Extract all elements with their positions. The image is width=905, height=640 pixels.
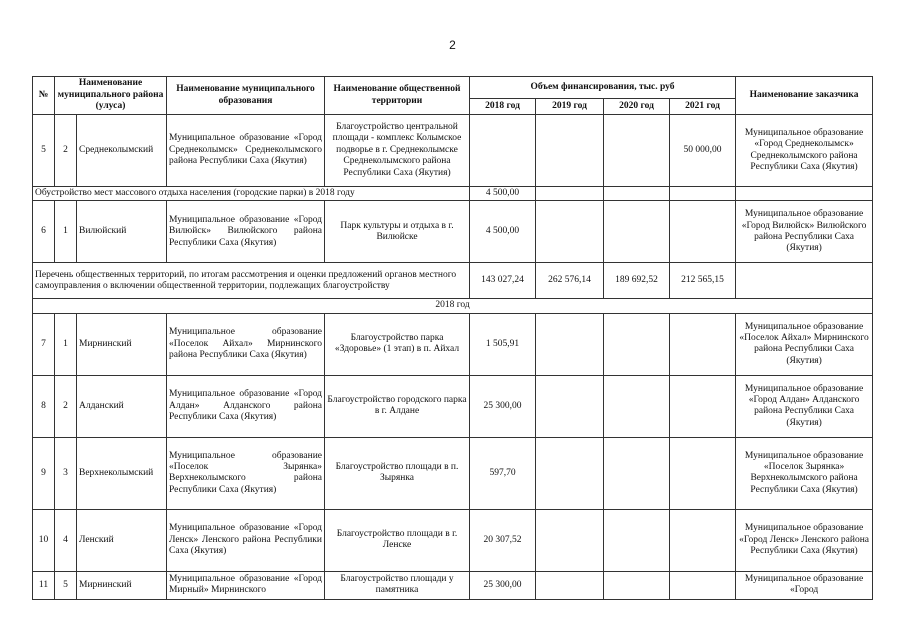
section-2020: 189 692,52: [604, 263, 670, 299]
row-territory: Благоустройство центральной площади - комплекс Колымское подворье в г. Среднеколымске Среднеколымского района Республики Саха (Якутия): [325, 115, 470, 187]
row-2018: 25 300,00: [470, 375, 536, 437]
row-territory: Благоустройство площади у памятника: [325, 571, 470, 599]
row-municipality: Муниципальное образование «Город Среднеколымск» Среднеколымского района Республики Саха (Якутия): [167, 115, 325, 187]
territories-table: [32, 76, 873, 600]
row-num: 6: [33, 201, 55, 263]
row-municipality: Муниципальное образование «Поселок Айхал» Мирнинского района Республики Саха (Якутия): [167, 313, 325, 375]
header-municipality: Наименование муниципального образования: [167, 77, 325, 115]
table-row: [33, 115, 873, 187]
section-row: [33, 187, 873, 201]
header-year-2020: 2020 год: [604, 99, 670, 115]
row-2018: 4 500,00: [470, 201, 536, 263]
row-2018: 1 505,91: [470, 313, 536, 375]
section-2018: 4 500,00: [470, 187, 536, 201]
row-num: 10: [33, 509, 55, 571]
row-subnum: 1: [55, 201, 77, 263]
row-2018: 20 307,52: [470, 509, 536, 571]
row-num: 9: [33, 437, 55, 509]
row-customer: Муниципальное образование «Поселок Айхал» Мирнинского района Республики Саха (Якутия): [736, 313, 873, 375]
row-2019: [536, 115, 604, 187]
table-row: [33, 313, 873, 375]
row-customer: Муниципальное образование «Город Алдан» Алданского района Республики Саха (Якутия): [736, 375, 873, 437]
row-num: 11: [33, 571, 55, 599]
row-district: Мирнинский: [77, 313, 167, 375]
header-district: Наименование муниципального района (улуса): [55, 77, 167, 115]
table-row: [33, 375, 873, 437]
row-municipality: Муниципальное образование «Город Ленск» Ленского района Республики Саха (Якутия): [167, 509, 325, 571]
row-customer: Муниципальное образование «Город Среднеколымск» Среднеколымского района Республики Саха (Якутия): [736, 115, 873, 187]
header-year-2021: 2021 год: [670, 99, 736, 115]
row-district: Вилюйский: [77, 201, 167, 263]
row-district: Среднеколымский: [77, 115, 167, 187]
row-district: Ленский: [77, 509, 167, 571]
row-municipality: Муниципальное образование «Город Мирный» Мирнинского: [167, 571, 325, 599]
row-customer: Муниципальное образование «Город Вилюйск» Вилюйского района Республики Саха (Якутия): [736, 201, 873, 263]
year-2018-label: 2018 год: [33, 299, 873, 313]
row-customer: Муниципальное образование «Город: [736, 571, 873, 599]
section-2019: 262 576,14: [536, 263, 604, 299]
row-municipality: Муниципальное образование «Поселок Зырянка» Верхнеколымского района Республики Саха (Якутия): [167, 437, 325, 509]
row-customer: Муниципальное образование «Поселок Зырянка» Верхнеколымского района Республики Саха (Якутия): [736, 437, 873, 509]
row-territory: Благоустройство парка «Здоровье» (1 этап) в п. Айхал: [325, 313, 470, 375]
row-territory: Благоустройство площади в г. Ленске: [325, 509, 470, 571]
row-district: Верхнеколымский: [77, 437, 167, 509]
header-territory: Наименование общественной территории: [325, 77, 470, 115]
header-funding: Объем финансирования, тыс. руб: [470, 77, 736, 99]
row-subnum: 4: [55, 509, 77, 571]
row-subnum: 2: [55, 115, 77, 187]
header-year-2018: 2018 год: [470, 99, 536, 115]
table-row: [33, 201, 873, 263]
header-customer: Наименование заказчика: [736, 77, 873, 115]
row-num: 8: [33, 375, 55, 437]
row-num: 7: [33, 313, 55, 375]
section-2018: 143 027,24: [470, 263, 536, 299]
row-district: Мирнинский: [77, 571, 167, 599]
table-row: [33, 437, 873, 509]
table-row: [33, 509, 873, 571]
row-district: Алданский: [77, 375, 167, 437]
row-subnum: 1: [55, 313, 77, 375]
header-year-2019: 2019 год: [536, 99, 604, 115]
table-row: [33, 571, 873, 599]
row-municipality: Муниципальное образование «Город Вилюйск» Вилюйского района Республики Саха (Якутия): [167, 201, 325, 263]
row-subnum: 3: [55, 437, 77, 509]
row-territory: Парк культуры и отдыха в г. Вилюйске: [325, 201, 470, 263]
row-municipality: Муниципальное образование «Город Алдан» Алданского района Республики Саха (Якутия): [167, 375, 325, 437]
row-num: 5: [33, 115, 55, 187]
row-2018: [470, 115, 536, 187]
section-label: Обустройство мест массового отдыха населения (городские парки) в 2018 году: [33, 187, 470, 201]
row-subnum: 2: [55, 375, 77, 437]
page-number: 2: [449, 38, 456, 52]
row-2018: 597,70: [470, 437, 536, 509]
header-num: №: [33, 77, 55, 115]
section-2021: 212 565,15: [670, 263, 736, 299]
section-row: [33, 263, 873, 299]
row-2020: [604, 115, 670, 187]
row-2018: 25 300,00: [470, 571, 536, 599]
row-territory: Благоустройство площади в п. Зырянка: [325, 437, 470, 509]
row-territory: Благоустройство городского парка в г. Алдане: [325, 375, 470, 437]
row-customer: Муниципальное образование «Город Ленск» Ленского района Республики Саха (Якутия): [736, 509, 873, 571]
row-subnum: 5: [55, 571, 77, 599]
row-2021: 50 000,00: [670, 115, 736, 187]
section-label: Перечень общественных территорий, по итогам рассмотрения и оценки предложений органов местного самоуправления о включении общественной территории, подлежащих благоустройству: [33, 263, 470, 299]
